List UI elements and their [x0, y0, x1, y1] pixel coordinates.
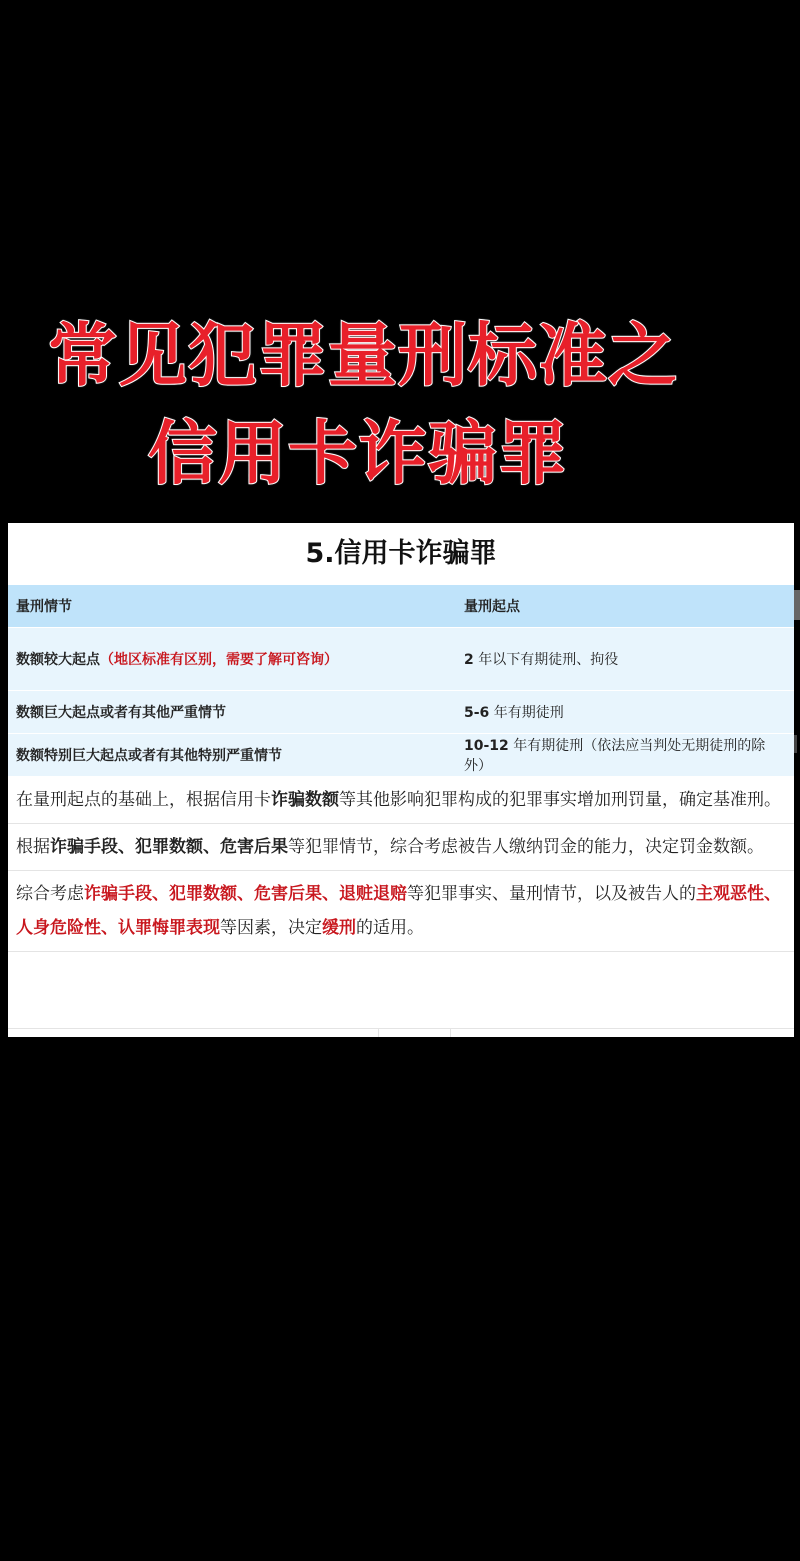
circumstance-label: 数额巨大起点或者有其他严重情节 — [16, 705, 226, 721]
term-text: 年有期徒刑（依法应当判处无期徒刑的除外） — [464, 738, 766, 774]
para-emphasis-red: 主观恶性、人身危险性、认罪悔罪表现 — [16, 884, 781, 938]
para-text: 根据 — [16, 837, 50, 857]
scrollbar-marker — [794, 735, 797, 753]
para-text: 等犯罪情节，综合考虑被告人缴纳罚金的能力，决定罚金数额。 — [288, 837, 764, 857]
scrollbar-thumb[interactable] — [794, 590, 800, 620]
circumstance-label: 数额较大起点 — [16, 652, 100, 668]
table-cell-starting-point — [456, 691, 794, 734]
term-number: 10-12 — [464, 738, 509, 754]
term-number: 2 — [464, 652, 474, 668]
table-footer-gridline — [8, 1028, 794, 1037]
para-text: 的适用。 — [356, 918, 424, 938]
table-header-starting-point: 量刑起点 — [456, 585, 794, 628]
table-header-circumstance: 量刑情节 — [8, 585, 456, 628]
circumstance-label: 数额特别巨大起点或者有其他特别严重情节 — [16, 748, 282, 764]
paragraph-fine — [8, 824, 794, 871]
para-text: 等犯罪事实、量刑情节，以及被告人的 — [407, 884, 696, 904]
table-cell-starting-point — [456, 734, 794, 777]
term-text: 年有期徒刑 — [489, 705, 564, 721]
table-cell-circumstance — [8, 691, 456, 734]
para-emphasis: 诈骗手段、犯罪数额、危害后果 — [50, 837, 288, 857]
circumstance-note: （地区标准有区别，需要了解可咨询） — [100, 652, 338, 668]
para-emphasis-red: 诈骗手段、犯罪数额、危害后果、退赃退赔 — [84, 884, 407, 904]
table-row — [8, 691, 794, 734]
cover-title-line-2: 信用卡诈骗罪 — [148, 414, 568, 494]
table-cell-circumstance — [8, 734, 456, 777]
grid-divider — [450, 1029, 451, 1037]
document-title: 5.信用卡诈骗罪 — [305, 538, 497, 569]
cover-banner — [0, 0, 800, 523]
table-row — [8, 734, 794, 777]
term-number: 5-6 — [464, 705, 490, 721]
table-cell-circumstance — [8, 628, 456, 691]
term-text: 年以下有期徒刑、拘役 — [473, 652, 619, 668]
para-text: 在量刑起点的基础上，根据信用卡 — [16, 790, 271, 810]
cover-title-line-1: 常见犯罪量刑标准之 — [48, 316, 678, 396]
para-emphasis-red: 缓刑 — [322, 918, 356, 938]
paragraph-probation — [8, 871, 794, 952]
para-text: 等因素，决定 — [220, 918, 322, 938]
table-header-row — [8, 585, 794, 628]
para-emphasis: 诈骗数额 — [271, 790, 339, 810]
sentencing-table — [8, 585, 794, 777]
document-card — [8, 523, 794, 1037]
grid-divider — [378, 1029, 379, 1037]
table-cell-starting-point — [456, 628, 794, 691]
para-text: 综合考虑 — [16, 884, 84, 904]
table-row — [8, 628, 794, 691]
para-text: 等其他影响犯罪构成的犯罪事实增加刑罚量，确定基准刑。 — [339, 790, 781, 810]
paragraph-base-sentence — [8, 777, 794, 824]
